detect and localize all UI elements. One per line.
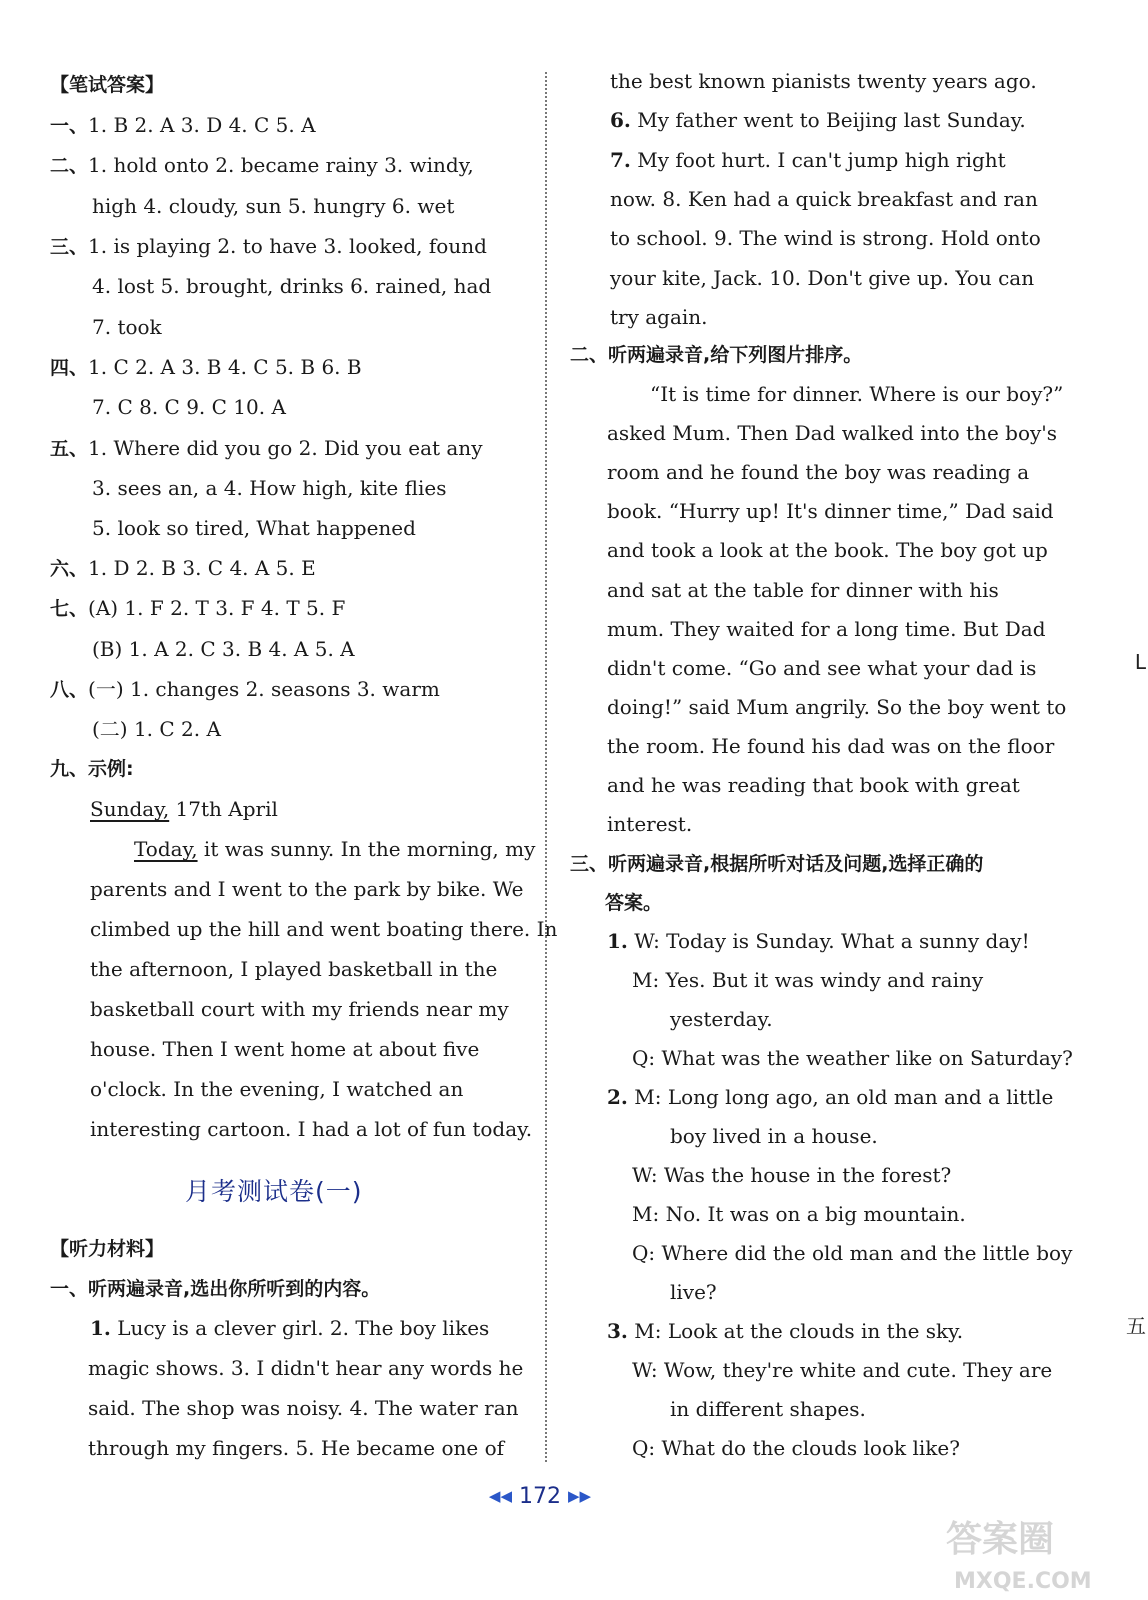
listening-q3-heading-line2: 答案。 (605, 892, 663, 914)
dialogue-line: yesterday. (670, 1007, 773, 1031)
column-divider (545, 72, 547, 1462)
dialogue-line: 3. M: Look at the clouds in the sky. (607, 1319, 964, 1343)
answers-header: 【笔试答案】 (50, 74, 165, 96)
listening-q1-line: 6. My father went to Beijing last Sunday. (610, 108, 1026, 133)
answer-q5-line2: 3. sees an, a 4. How high, kite flies (92, 476, 447, 500)
story-line: room and he found the boy was reading a (607, 460, 1030, 485)
dialogue-line: 1. W: Today is Sunday. What a sunny day! (607, 929, 1030, 953)
story-line: “It is time for dinner. Where is our boy?” (650, 382, 1064, 406)
story-line: and took a look at the book. The boy got up (607, 538, 1048, 563)
dialogue-line: live? (670, 1280, 717, 1304)
answer-q8-line2: (二) 1. C 2. A (92, 717, 221, 741)
listening-q1-line: your kite, Jack. 10. Don't give up. You can (610, 265, 1035, 290)
dialogue-line: M: No. It was on a big mountain. (632, 1202, 966, 1226)
listening-q1-line: try again. (610, 304, 708, 329)
story-line: doing!” said Mum angrily. So the boy went to (607, 694, 1067, 719)
next-arrow-icon: ▶▶ (568, 1487, 592, 1505)
edge-char: 五 (1126, 1314, 1146, 1338)
answer-q4-line1: 四、1. C 2. A 3. B 4. C 5. B 6. B (50, 355, 362, 379)
dialogue-line: boy lived in a house. (670, 1124, 878, 1148)
watermark-domain: MXQE.COM (954, 1569, 1092, 1594)
listening-q1-line: through my fingers. 5. He became one of (88, 1436, 505, 1460)
answer-q8-line1: 八、(一) 1. changes 2. seasons 3. warm (50, 677, 440, 701)
answer-q3-line2: 4. lost 5. brought, drinks 6. rained, had (92, 274, 492, 298)
story-line: and sat at the table for dinner with his (607, 577, 999, 602)
essay-line: Today, it was sunny. In the morning, my (134, 837, 536, 861)
answer-q6: 六、1. D 2. B 3. C 4. A 5. E (50, 556, 316, 580)
dialogue-line: Q: What do the clouds look like? (632, 1436, 960, 1460)
answer-q3-line3: 7. took (92, 315, 162, 339)
answer-q2-line2: high 4. cloudy, sun 5. hungry 6. wet (92, 194, 455, 218)
answer-q5-line3: 5. look so tired, What happened (92, 516, 416, 540)
dialogue-line: in different shapes. (670, 1397, 866, 1421)
essay-line: climbed up the hill and went boating there. In (90, 917, 558, 941)
story-line: and he was reading that book with great (607, 773, 1020, 797)
listening-q1-line: 7. My foot hurt. I can't jump high right (610, 147, 1006, 172)
essay-line: parents and I went to the park by bike. We (90, 877, 524, 901)
listening-q1-line: now. 8. Ken had a quick breakfast and ran (610, 186, 1038, 211)
story-line: didn't come. “Go and see what your dad is (607, 655, 1037, 680)
story-line: asked Mum. Then Dad walked into the boy's (607, 421, 1058, 446)
dialogue-line: 2. M: Long long ago, an old man and a little (607, 1085, 1054, 1109)
answer-q3-line1: 三、1. is playing 2. to have 3. looked, found (50, 234, 487, 258)
essay-line: the afternoon, I played basketball in the (90, 957, 498, 981)
answer-q1: 一、1. B 2. A 3. D 4. C 5. A (50, 113, 316, 137)
dialogue-line: Q: Where did the old man and the little boy (632, 1241, 1073, 1265)
essay-date: Sunday, 17th April (90, 797, 278, 821)
answer-q7-line2: (B) 1. A 2. C 3. B 4. A 5. A (92, 637, 355, 661)
listening-q1-line: 1. Lucy is a clever girl. 2. The boy likes (90, 1316, 490, 1340)
answer-q5-line1: 五、1. Where did you go 2. Did you eat any (50, 436, 483, 460)
dialogue-line: Q: What was the weather like on Saturday? (632, 1046, 1073, 1070)
page-number: ◀◀ 172 ▶▶ (488, 1484, 592, 1509)
listening-header: 【听力材料】 (50, 1238, 165, 1260)
dialogue-line: W: Wow, they're white and cute. They are (632, 1358, 1053, 1382)
listening-q1-heading: 一、听两遍录音,选出你所听到的内容。 (50, 1278, 381, 1300)
listening-q1-line: said. The shop was noisy. 4. The water ran (88, 1396, 519, 1420)
story-line: the room. He found his dad was on the floor (607, 733, 1055, 758)
watermark-glyphs: 答案圈 (946, 1519, 1055, 1560)
essay-line: house. Then I went home at about five (90, 1037, 480, 1061)
listening-q1-line: the best known pianists twenty years ago. (610, 69, 1037, 93)
answer-q9-heading: 九、示例: (50, 758, 134, 780)
prev-arrow-icon: ◀◀ (488, 1487, 512, 1505)
answer-q7-line1: 七、(A) 1. F 2. T 3. F 4. T 5. F (50, 596, 346, 620)
listening-q2-heading: 二、听两遍录音,给下列图片排序。 (570, 344, 863, 366)
story-line: book. “Hurry up! It's dinner time,” Dad said (607, 499, 1054, 524)
answer-q2-line1: 二、1. hold onto 2. became rainy 3. windy, (50, 153, 474, 177)
watermark-logo (936, 1506, 1136, 1596)
listening-q3-heading-line1: 三、听两遍录音,根据所听对话及问题,选择正确的 (570, 853, 984, 875)
story-line: mum. They waited for a long time. But Dad (607, 616, 1046, 641)
listening-q1-line: magic shows. 3. I didn't hear any words he (88, 1356, 524, 1380)
dialogue-line: M: Yes. But it was windy and rainy (632, 968, 984, 992)
story-line: interest. (607, 812, 693, 837)
answer-q4-line2: 7. C 8. C 9. C 10. A (92, 395, 286, 419)
listening-q1-line: to school. 9. The wind is strong. Hold onto (610, 226, 1041, 251)
essay-line: interesting cartoon. I had a lot of fun today. (90, 1117, 533, 1141)
essay-line: o'clock. In the evening, I watched an (90, 1077, 464, 1101)
dialogue-line: W: Was the house in the forest? (632, 1163, 952, 1187)
essay-line: basketball court with my friends near my (90, 997, 509, 1021)
edge-char: L (1134, 650, 1146, 674)
test-title: 月考测试卷(一) (185, 1177, 363, 1206)
